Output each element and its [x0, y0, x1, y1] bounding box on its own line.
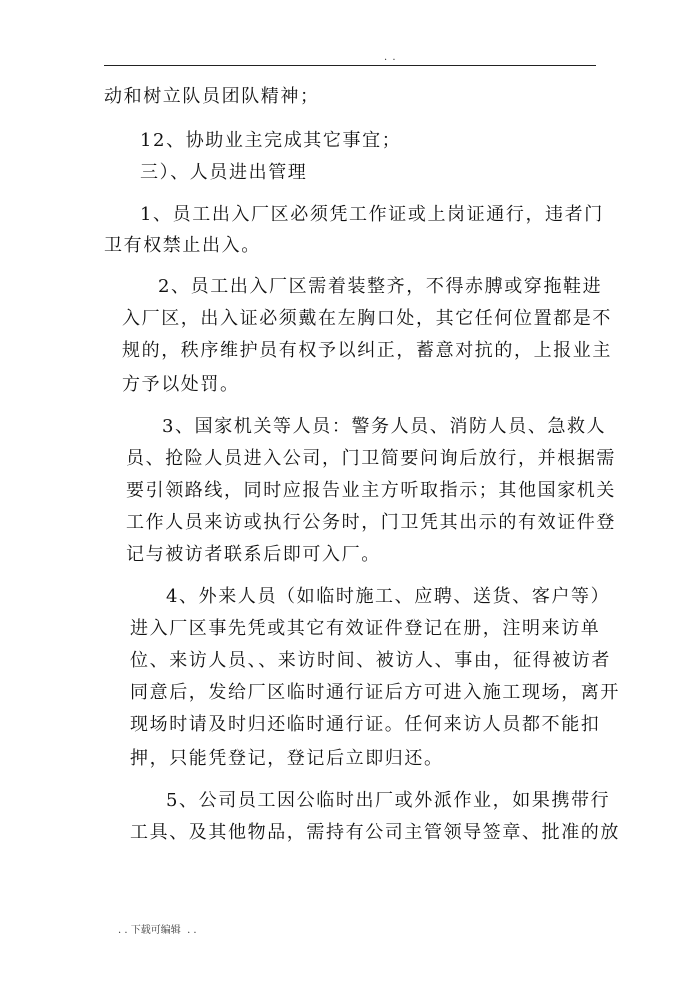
text-line: 三）、人员进出管理 — [140, 162, 308, 183]
text-line: 3、国家机关等人员：警务人员、消防人员、急救人 — [162, 416, 607, 437]
footer-text: . . 下载可编辑 . . — [118, 925, 197, 936]
header-dots: . . — [384, 52, 397, 63]
text-line: 规的，秩序维护员有权予以纠正，蓄意对抗的，上报业主 — [122, 340, 612, 361]
text-line: 卫有权禁止出入。 — [104, 235, 261, 256]
text-line: 员、抢险人员进入公司，门卫简要问询后放行，并根据需 — [126, 448, 616, 469]
text-line: 4、外来人员（如临时施工、应聘、送货、客户等） — [166, 586, 611, 607]
text-line: 入厂区，出入证必须戴在左胸口处，其它任何位置都是不 — [122, 308, 612, 329]
text-line: 押，只能凭登记，登记后立即归还。 — [130, 748, 444, 769]
text-line: 工具、及其他物品，需持有公司主管领导签章、批准的放 — [130, 822, 620, 843]
text-line: 12、协助业主完成其它事宜； — [140, 130, 402, 151]
text-line: 要引领路线，同时应报告业主方听取指示；其他国家机关 — [126, 480, 616, 501]
text-line: 方予以处罚。 — [122, 374, 240, 395]
text-line: 现场时请及时归还临时通行证。任何来访人员都不能扣 — [130, 714, 601, 735]
text-line: 动和树立队员团队精神； — [104, 86, 320, 107]
header-rule — [104, 65, 596, 66]
text-line: 5、公司员工因公临时出厂或外派作业，如果携带行 — [166, 790, 611, 811]
text-line: 进入厂区事先凭或其它有效证件登记在册，注明来访单 — [130, 618, 601, 639]
text-line: 2、员工出入厂区需着装整齐，不得赤膊或穿拖鞋进 — [158, 276, 603, 297]
text-line: 位、来访人员、、来访时间、被访人、事由，征得被访者 — [130, 650, 611, 671]
text-line: 1、员工出入厂区必须凭工作证或上岗证通行，违者门 — [140, 204, 604, 225]
text-line: 记与被访者联系后即可入厂。 — [126, 544, 381, 565]
text-line: 工作人员来访或执行公务时，门卫凭其出示的有效证件登 — [126, 512, 616, 533]
text-line: 同意后，发给厂区临时通行证后方可进入施工现场，离开 — [130, 682, 620, 703]
